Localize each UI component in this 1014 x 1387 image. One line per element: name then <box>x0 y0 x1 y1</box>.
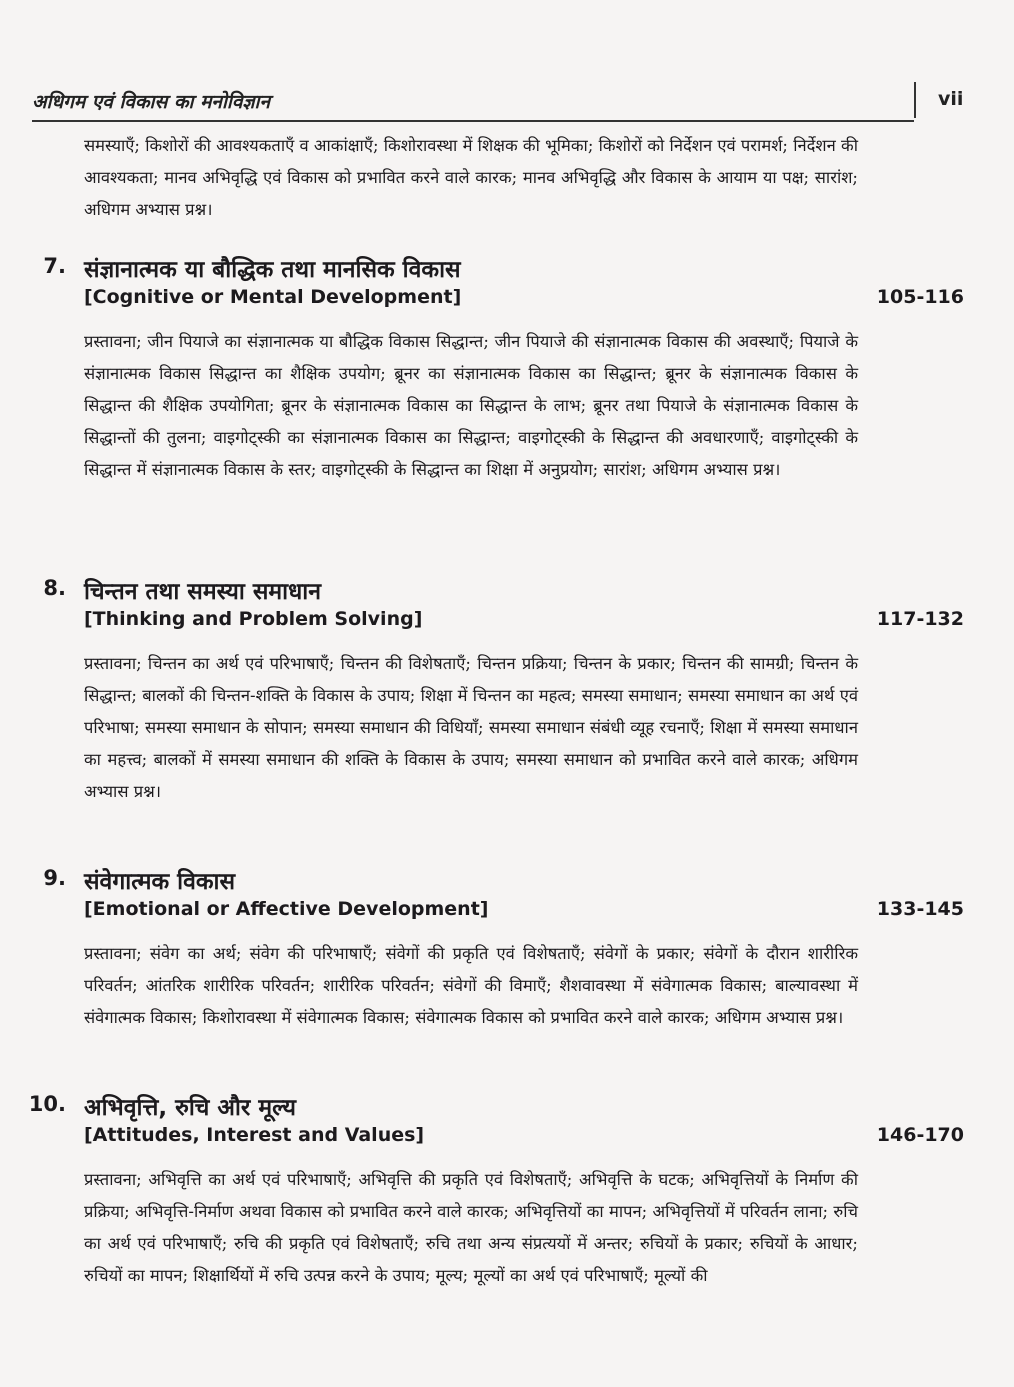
chapter-title-hindi: संवेगात्मक विकास <box>84 869 236 895</box>
chapter-contents: प्रस्तावना; चिन्तन का अर्थ एवं परिभाषाएँ; चिन्तन की विशेषताएँ; चिन्तन प्रक्रिया; चिन्तन के प्रकार; चिन्तन की सामग्री; चिन्तन के सिद्धान्त; बालकों की चिन्तन-शक्ति के विकास के उपाय; शिक्षा में चिन्तन का महत्व; समस्या समाधान; समस्या समाधान का अर्थ एवं परिभाषा; समस्या समाधान के सोपान; समस्या समाधान की विधियाँ; समस्या समाधान संबंधी व्यूह रचनाएँ; शिक्षा में समस्या समाधान का महत्त्व; बालकों में समस्या समाधान की शक्ति के विकास के उपाय; समस्या समाधान को प्रभावित करने वाले कारक; अधिगम अभ्यास प्रश्न। <box>84 654 858 801</box>
header-separator <box>914 82 916 118</box>
chapter-page-range: 105-116 <box>876 286 964 308</box>
chapter-title-hindi: अभिवृत्ति, रुचि और मूल्य <box>84 1095 296 1121</box>
chapter-title-english: [Thinking and Problem Solving] <box>84 608 423 630</box>
chapter-contents: प्रस्तावना; अभिवृत्ति का अर्थ एवं परिभाषाएँ; अभिवृत्ति की प्रकृति एवं विशेषताएँ; अभिवृत्ति के घटक; अभिवृत्तियों के निर्माण की प्रक्रिया; अभिवृत्ति-निर्माण अथवा विकास को प्रभावित करने वाले कारक; अभिवृत्तियों का मापन; अभिवृत्तियों में परिवर्तन लाना; रुचि का अर्थ एवं परिभाषाएँ; रुचि की प्रकृति एवं विशेषताएँ; रुचि तथा अन्य संप्रत्ययों में अन्तर; रुचियों के प्रकार; रुचियों के आधार; रुचियों का मापन; शिक्षार्थियों में रुचि उत्पन्न करने के उपाय; मूल्य; मूल्यों का अर्थ एवं परिभाषाएँ; मूल्यों की <box>84 1170 858 1285</box>
chapter-page-range: 117-132 <box>876 608 964 630</box>
chapter-number: 10. <box>28 1092 66 1116</box>
chapter-contents: प्रस्तावना; जीन पियाजे का संज्ञानात्मक या बौद्धिक विकास सिद्धान्त; जीन पियाजे की संज्ञानात्मक विकास की अवस्थाएँ; पियाजे के संज्ञानात्मक विकास सिद्धान्त का शैक्षिक उपयोग; ब्रूनर का संज्ञानात्मक विकास का सिद्धान्त; ब्रूनर के संज्ञानात्मक विकास के सिद्धान्त की शैक्षिक उपयोगिता; ब्रूनर के संज्ञानात्मक विकास का सिद्धान्त के लाभ; ब्रूनर तथा पियाजे के संज्ञानात्मक विकास के सिद्धान्तों की तुलना; वाइगोट्स्की का संज्ञानात्मक विकास का सिद्धान्त; वाइगोट्स्की के सिद्धान्त की अवधारणाएँ; वाइगोट्स्की के सिद्धान्त में संज्ञानात्मक विकास के स्तर; वाइगोट्स्की के सिद्धान्त का शिक्षा में अनुप्रयोग; सारांश; अधिगम अभ्यास प्रश्न। <box>84 332 858 479</box>
chapter-number: 8. <box>43 576 66 600</box>
chapter-page-range: 133-145 <box>876 898 964 920</box>
continued-contents-text: समस्याएँ; किशोरों की आवश्यकताएँ व आकांक्षाएँ; किशोरावस्था में शिक्षक की भूमिका; किशोरों को निर्देशन एवं परामर्श; निर्देशन की आवश्यकता; मानव अभिवृद्धि एवं विकास को प्रभावित करने वाले कारक; मानव अभिवृद्धि और विकास के आयाम या पक्ष; सारांश; अधिगम अभ्यास प्रश्न। <box>84 136 858 219</box>
page-number: vii <box>938 88 964 110</box>
header-rule <box>32 120 914 122</box>
chapter-number: 9. <box>43 866 66 890</box>
page-header <box>32 80 972 124</box>
chapter-title-english: [Attitudes, Interest and Values] <box>84 1124 425 1146</box>
chapter-contents: प्रस्तावना; संवेग का अर्थ; संवेग की परिभाषाएँ; संवेगों की प्रकृति एवं विशेषताएँ; संवेगों के प्रकार; संवेगों के दौरान शारीरिक परिवर्तन; आंतरिक शारीरिक परिवर्तन; शारीरिक परिवर्तन; संवेगों की विमाएँ; शैशवावस्था में संवेगात्मक विकास; बाल्यावस्था में संवेगात्मक विकास; किशोरावस्था में संवेगात्मक विकास; संवेगात्मक विकास को प्रभावित करने वाले कारक; अधिगम अभ्यास प्रश्न। <box>84 944 858 1027</box>
chapter-title-english: [Cognitive or Mental Development] <box>84 286 462 308</box>
chapter-title-hindi: चिन्तन तथा समस्या समाधान <box>84 579 321 605</box>
chapter-title-hindi: संज्ञानात्मक या बौद्धिक तथा मानसिक विकास <box>84 257 461 283</box>
book-title: अधिगम एवं विकास का मनोविज्ञान <box>32 91 271 113</box>
chapter-title-english: [Emotional or Affective Development] <box>84 898 489 920</box>
chapter-page-range: 146-170 <box>876 1124 964 1146</box>
chapter-number: 7. <box>43 254 66 278</box>
